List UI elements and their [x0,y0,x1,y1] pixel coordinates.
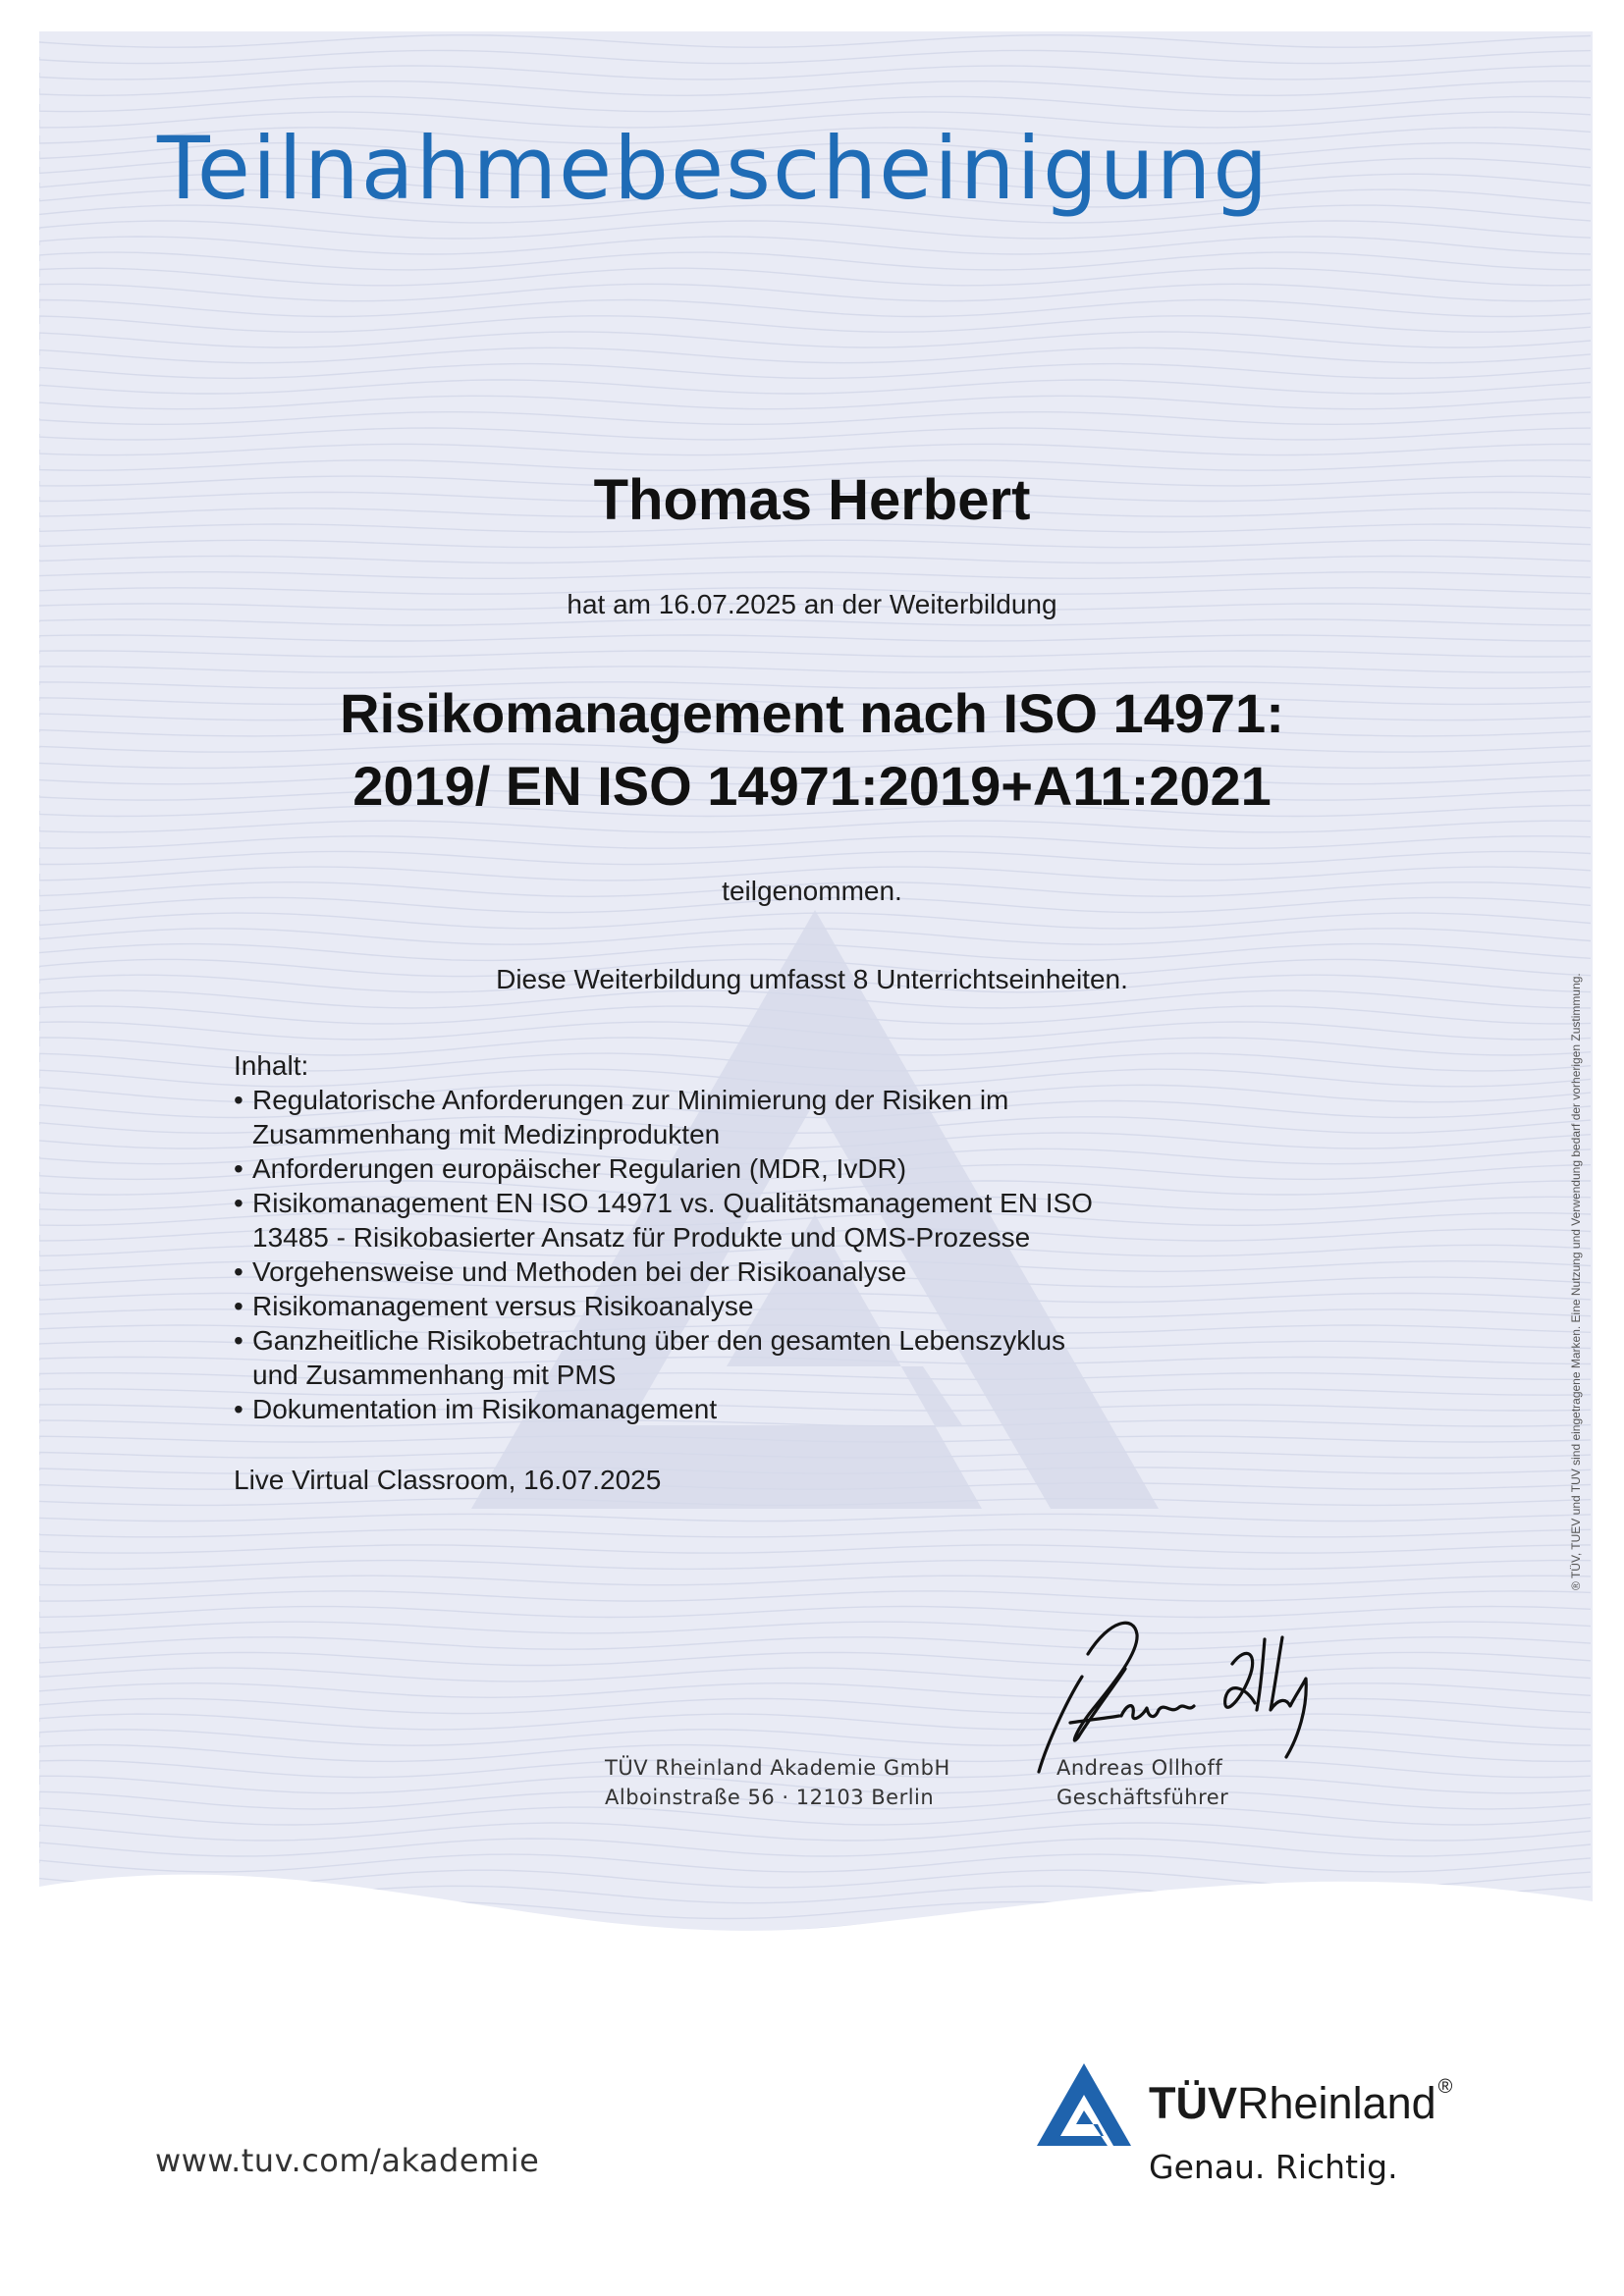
content-list-item [234,1151,1265,1186]
guilloche-line [39,364,1591,379]
issuer-company: TÜV Rheinland Akademie GmbH [605,1756,950,1780]
content-item-line1: Risikomanagement versus Risikoanalyse [252,1291,754,1321]
tuv-triangle-logo-icon [1035,2061,1133,2150]
guilloche-line [39,96,1591,111]
guilloche-line [39,1839,1591,1856]
content-item-line1: Risikomanagement EN ISO 14971 vs. Qualitätsmanagement EN ISO [252,1188,1093,1218]
guilloche-line [39,1823,1591,1841]
content-list-item [234,1289,1265,1323]
signer-block [1056,1753,1228,1812]
bullet: • [234,1153,244,1184]
guilloche-line [39,1683,1591,1698]
brand-slogan: Genau. Richtig. [1149,2148,1398,2186]
guilloche-line [39,651,1591,657]
content-item-line2: Zusammenhang mit Medizinprodukten [252,1119,721,1149]
guilloche-line [39,1730,1591,1745]
guilloche-line [39,1607,1591,1618]
content-list-item [234,1323,1265,1392]
guilloche-line [39,66,1591,80]
content-item-line1: Anforderungen europäischer Regularien (MDR, IvDR) [252,1153,907,1184]
content-item-line1: Vorgehensweise und Methoden bei der Risikoanalyse [252,1256,907,1287]
content-list-item [234,1255,1265,1289]
certificate-title: Teilnahmebescheinigung [157,118,1271,219]
guilloche-line [39,1591,1591,1601]
guilloche-line [39,221,1591,239]
guilloche-line [39,268,1591,286]
guilloche-line [39,1561,1591,1570]
content-item-line1: Dokumentation im Risikomanagement [252,1394,718,1424]
legal-note: ® TÜV, TUEV und TUV sind eingetragene Marken. Eine Nutzung und Verwendung bedarf der vorherigen Zustimmung. [1569,973,1583,1590]
guilloche-line [39,1668,1591,1682]
bullet: • [234,1394,244,1424]
guilloche-line [39,1622,1591,1633]
issuer-block [605,1753,950,1812]
content-item-line2: 13485 - Risikobasierter Ansatz für Produkte und QMS-Prozesse [252,1222,1031,1253]
guilloche-line [39,1854,1591,1872]
issuer-address: Alboinstraße 56 · 12103 Berlin [605,1786,935,1809]
guilloche-line [39,540,1591,547]
guilloche-line [39,836,1591,848]
scope-line: Diese Weiterbildung umfasst 8 Unterrichtseinheiten. [496,964,1128,994]
guilloche-line [39,412,1591,425]
guilloche-line [39,667,1591,672]
guilloche-line [39,428,1591,440]
guilloche-line [39,1714,1591,1730]
brand-name [1149,2076,1453,2128]
signer-role: Geschäftsführer [1056,1786,1229,1809]
participant-name: Thomas Herbert [593,468,1031,532]
guilloche-line [39,252,1591,270]
content-item-line1: Regulatorische Anforderungen zur Minimierung der Risiken im [252,1085,1009,1115]
guilloche-line [39,572,1591,579]
content-item-line1: Ganzheitliche Risikobetrachtung über den gesamten Lebenszyklus [252,1325,1066,1356]
guilloche-line [39,50,1591,63]
bullet: • [234,1325,244,1356]
content-list-item [234,1186,1265,1255]
guilloche-line [39,1545,1591,1553]
course-title-line2: 2019/ EN ISO 14971:2019+A11:2021 [352,755,1272,817]
course-title-line1: Risikomanagement nach ISO 14971: [340,682,1284,744]
guilloche-line [39,444,1591,454]
guilloche-line [39,35,1591,47]
guilloche-line [39,332,1591,347]
bullet: • [234,1085,244,1115]
brand-bold: TÜV [1149,2078,1237,2128]
registered-mark: ® [1437,2076,1453,2098]
bullet: • [234,1256,244,1287]
course-title [0,677,1624,823]
guilloche-line [39,635,1591,641]
bullet: • [234,1188,244,1218]
participated-text: teilgenommen. [722,876,902,906]
brand-regular: Rheinland [1237,2078,1436,2128]
guilloche-line [39,557,1591,563]
guilloche-line [39,316,1591,332]
guilloche-line [39,380,1591,394]
guilloche-line [39,1652,1591,1665]
bullet: • [234,1291,244,1321]
guilloche-line [39,1575,1591,1585]
guilloche-line [39,300,1591,317]
guilloche-line [39,396,1591,408]
guilloche-line [39,81,1591,96]
place-date: Live Virtual Classroom, 16.07.2025 [234,1465,662,1495]
guilloche-line [39,1637,1591,1649]
signer-name: Andreas Ollhoff [1056,1756,1223,1780]
guilloche-line [39,1514,1591,1521]
content-list-item [234,1392,1265,1426]
guilloche-line [39,1529,1591,1537]
content-item-line2: und Zusammenhang mit PMS [252,1360,617,1390]
guilloche-line [39,347,1591,362]
guilloche-line [39,1698,1591,1713]
guilloche-line [39,284,1591,300]
content-list [234,1083,1265,1426]
guilloche-line [39,237,1591,254]
content-section [234,1048,1265,1426]
website-link[interactable]: www.tuv.com/akademie [155,2142,540,2179]
guilloche-line [39,851,1591,864]
content-list-item [234,1083,1265,1151]
intro-line: hat am 16.07.2025 an der Weiterbildung [567,589,1057,619]
content-heading: Inhalt: [234,1050,309,1081]
